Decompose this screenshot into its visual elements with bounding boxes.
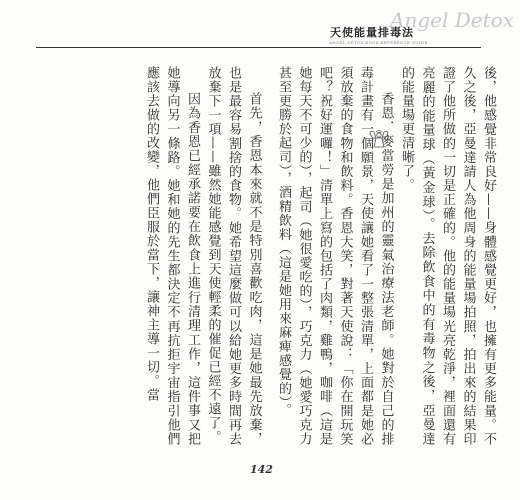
running-header — [0, 0, 520, 52]
header-script-title: Angel Detox — [390, 8, 514, 32]
vertical-body-text — [108, 66, 498, 446]
angel-icon — [367, 128, 391, 150]
paragraph-3: 首先，香恩本來就不是特別喜歡吃肉，這是她最先放棄，也是最容易割捨的食物。她希望這麼做可以給她更多時間再去放棄下一項——雖然她能感覺到天使輕柔的催促已經不遠了。 — [205, 66, 262, 446]
paragraph-1: 後，他感覺非常良好——身體感覺更好，也擁有更多能量。不久之後，亞曼達請人為他周身的能量場拍照，拍出來的結果印證了他所做的一切是正確的。他的能量場光亮乾淨，裡面還有亮麗的能量球（黃金球）。去除飲食中的有毒物之後，亞曼達的能量場更清晰了。 — [399, 66, 496, 446]
paragraph-4: 因為香恩已經承諾要在飲食上進行清理工作，這件事又把她導向另一條路。她和她的先生都決定不再抗拒宇宙指引他們應該去做的改變，他們臣服於當下，讓神主導一切。當 — [144, 66, 200, 446]
paragraph-2: 香恩．麥當勞是加州的靈氣治療法老師。她對於自己的排毒計畫有一個願景，天使讓她看了一整張清單，上面都是她必須放棄的食物和飲料。香恩大笑，對著天使說：「你在開玩笑吧？祝好運囉！」清單上寫的包括了肉類，雞鴨，咖啡（這是她每天不可少的），起司（她很愛吃的），巧克力（她愛巧克力甚至更勝於起司），酒精飲料（這是她用來麻痺感覺的）。 — [276, 66, 394, 446]
header-book-title: 天使能量排毒法 — [330, 26, 414, 39]
header-subtitle: ANGEL DETOX BOOK REFERENCE GUIDE — [329, 40, 428, 45]
header-divider — [36, 47, 481, 48]
page-number: 142 — [250, 463, 273, 476]
